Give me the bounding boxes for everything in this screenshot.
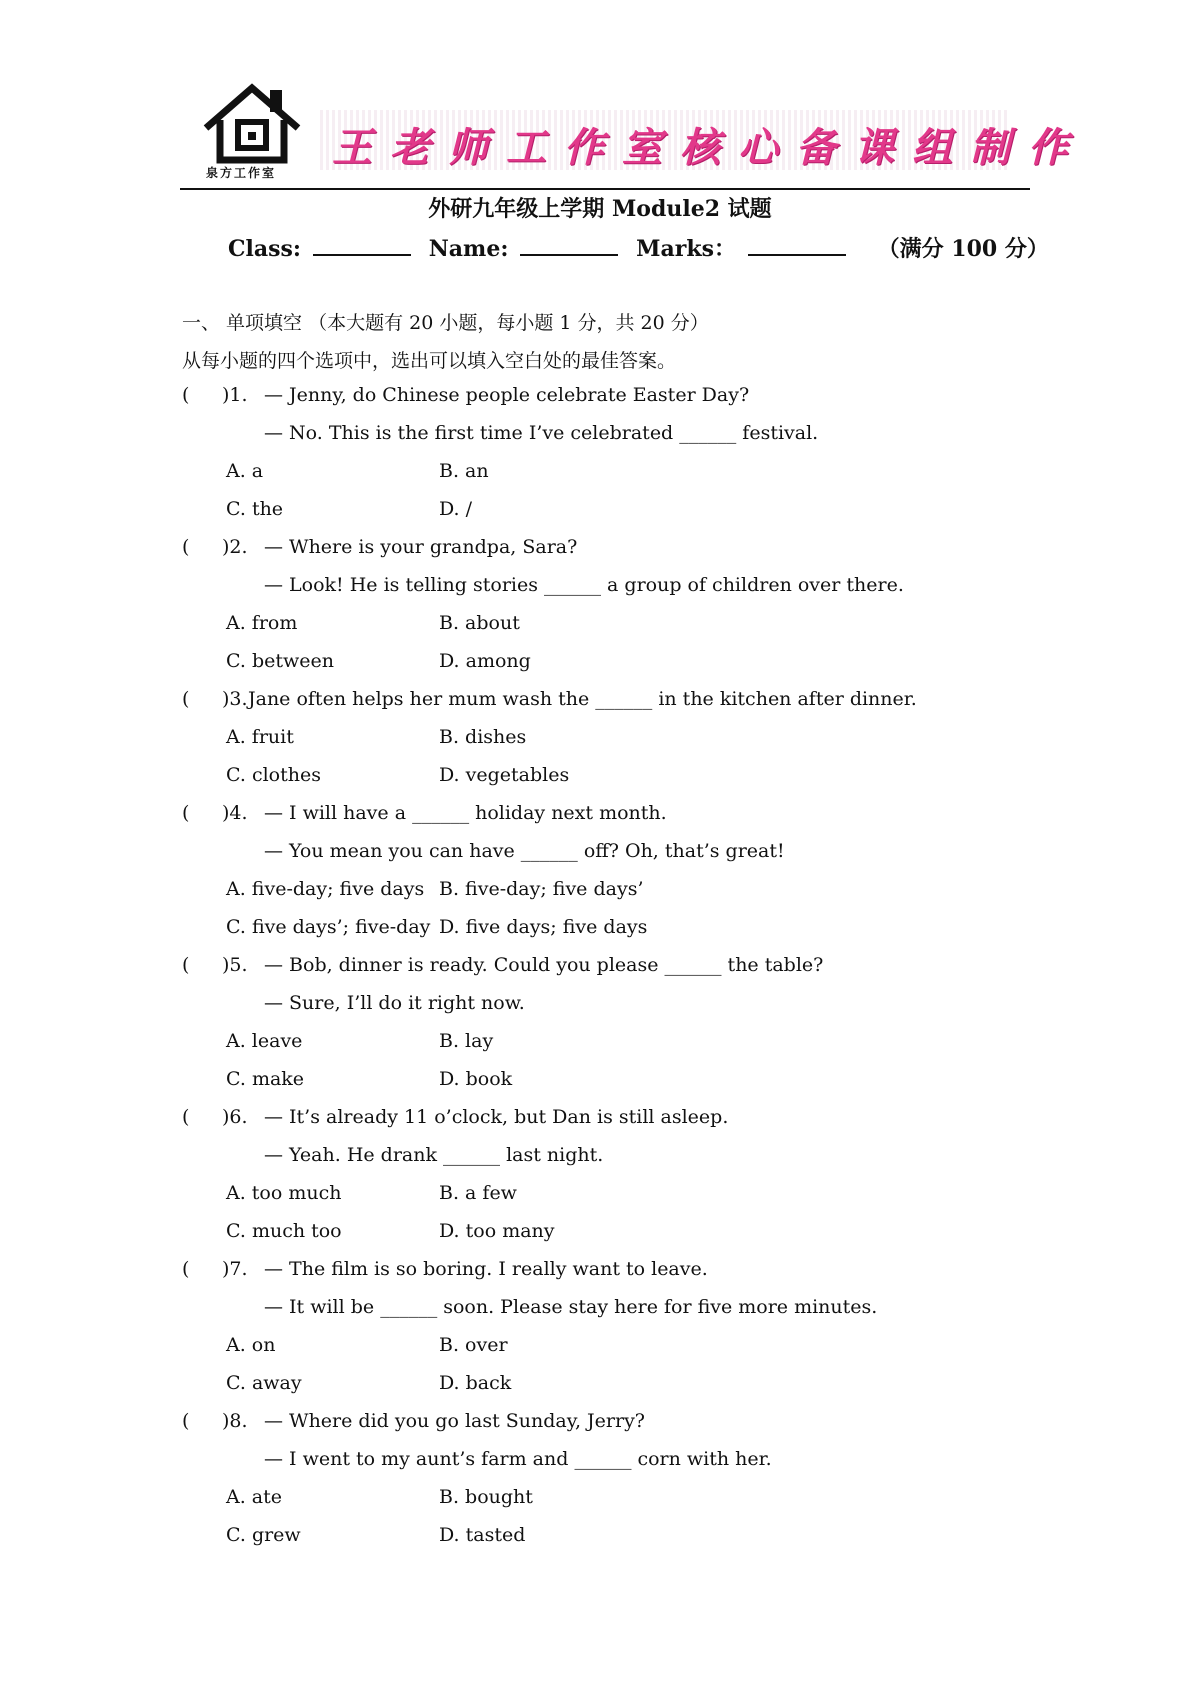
- option-c: C. grew: [226, 1524, 301, 1546]
- banner-text: 王老师工作室核心备课组制作: [332, 125, 1086, 171]
- option-d: D. back: [439, 1372, 512, 1394]
- option-d: D. too many: [439, 1220, 555, 1242]
- student-info-line: [228, 232, 1049, 263]
- option-d: D. five days; five days: [439, 916, 648, 938]
- header: [180, 82, 1086, 182]
- option-a: A. fruit: [226, 726, 294, 748]
- option-b: B. over: [439, 1334, 508, 1356]
- question-6: ( )6. — It’s already 11 o’clock, but Dan is still asleep. — Yeah. He drank ______ last night. A. too much B. a few C. much too D. too many: [182, 1106, 729, 1242]
- page-title: 外研九年级上学期 Module2 试题: [428, 196, 772, 222]
- question-5: ( )5. — Bob, dinner is ready. Could you please ______ the table? — Sure, I’ll do it right now. A. leave B. lay C. make D. book: [182, 954, 824, 1090]
- section-heading: 一、 单项填空 （本大题有 20 小题，每小题 1 分，共 20 分）: [182, 312, 709, 334]
- option-c: C. the: [226, 498, 284, 520]
- header-rule: [180, 188, 1030, 190]
- question-4: ( )4. — I will have a ______ holiday next month. — You mean you can have ______ off? Oh, that’s great! A. five-day; five days B. five-day; five days’ C. five days’; five-day D. five days; five days: [182, 802, 785, 938]
- option-a: A. from: [226, 612, 298, 634]
- banner: [320, 110, 1086, 171]
- section-instruction: 从每小题的四个选项中，选出可以填入空白处的最佳答案。: [182, 350, 677, 372]
- option-b: B. lay: [439, 1030, 494, 1052]
- logo: [200, 82, 304, 182]
- option-a: A. a: [226, 460, 264, 482]
- option-a: A. on: [226, 1334, 276, 1356]
- question-8: ( )8. — Where did you go last Sunday, Jerry? — I went to my aunt’s farm and ______ corn with her. A. ate B. bought C. grew D. tasted: [182, 1410, 772, 1546]
- option-b: B. a few: [439, 1182, 517, 1204]
- option-d: D. /: [439, 498, 473, 520]
- option-a: A. leave: [226, 1030, 303, 1052]
- option-a: A. five-day; five days: [226, 878, 425, 900]
- option-d: D. vegetables: [439, 764, 570, 786]
- option-b: B. dishes: [439, 726, 527, 748]
- option-b: B. bought: [439, 1486, 533, 1508]
- option-d: D. book: [439, 1068, 513, 1090]
- name-label: Name:: [428, 236, 509, 262]
- name-blank: [520, 236, 618, 256]
- question-3: ( )3. Jane often helps her mum wash the ______ in the kitchen after dinner. A. fruit B. dishes C. clothes D. vegetables: [182, 688, 917, 786]
- logo-caption: 泉方工作室: [206, 166, 277, 180]
- marks-blank: [748, 236, 846, 256]
- house-icon: [200, 82, 304, 166]
- option-c: C. clothes: [226, 764, 321, 786]
- option-d: D. tasted: [439, 1524, 526, 1546]
- full-score: （满分 100 分）: [877, 236, 1049, 262]
- option-c: C. between: [226, 650, 334, 672]
- option-c: C. away: [226, 1372, 302, 1394]
- option-c: C. make: [226, 1068, 305, 1090]
- option-a: A. ate: [226, 1486, 283, 1508]
- option-c: C. five days’; five-day: [226, 916, 431, 938]
- option-b: B. an: [439, 460, 489, 482]
- question-1: ( )1. — Jenny, do Chinese people celebrate Easter Day? — No. This is the first time I’ve celebrated ______ festival. A. a B. an C. the D. /: [182, 384, 819, 520]
- marks-label: Marks：: [636, 236, 736, 262]
- option-c: C. much too: [226, 1220, 342, 1242]
- option-a: A. too much: [226, 1182, 342, 1204]
- class-label: Class:: [228, 236, 302, 262]
- option-d: D. among: [439, 650, 531, 672]
- question-2: ( )2. — Where is your grandpa, Sara? — Look! He is telling stories ______ a group of children over there. A. from B. about C. between D. among: [182, 536, 904, 672]
- class-blank: [313, 236, 411, 256]
- option-b: B. five-day; five days’: [439, 878, 644, 900]
- question-7: ( )7. — The film is so boring. I really want to leave. — It will be ______ soon. Please stay here for five more minutes. A. on B. over C. away D. back: [182, 1258, 878, 1394]
- option-b: B. about: [439, 612, 520, 634]
